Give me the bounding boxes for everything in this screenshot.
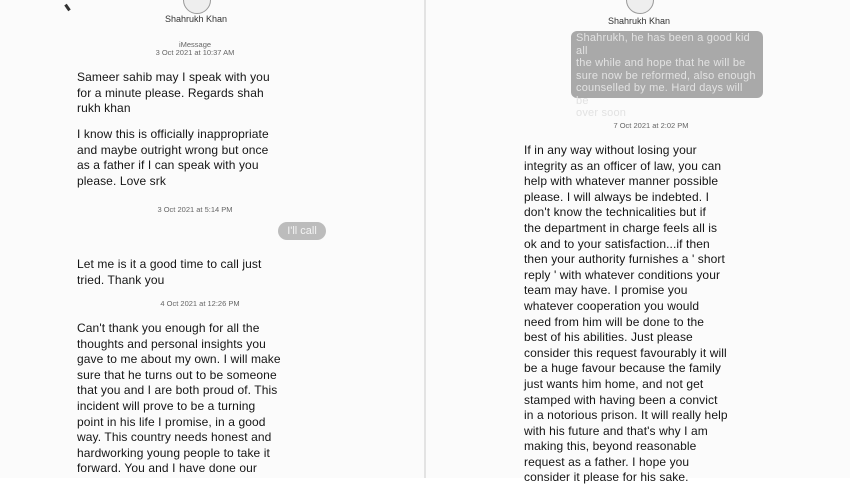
received-message: Can't thank you enough for all the thoughts and personal insights you gave to me about my own. I will make sure that he turns out to be someone that you and I are both proud of. This incident will prove to be a turning point in his life I promise, in a good way. This country needs honest and hardworking young people to take it forward. You and I have done our	[77, 321, 281, 476]
sent-message-bubble: I'll call	[278, 222, 326, 240]
right-screenshot-page	[426, 0, 850, 485]
sent-message-bubble: Shahrukh, he has been a good kid all the while and hope that he will be sure now be reformed, also enough counselled by me. Hard days will be over soon	[571, 31, 763, 98]
contact-avatar	[626, 0, 654, 14]
received-message: If in any way without losing your integrity as an officer of law, you can help with whatever manner possible please. I will always be indebted. I don't know the technicalities but if the department in charge feels all is ok and to your satisfaction...if then then your authority furnishes a ' short reply ' with whatever conditions your team may have. I promise you whatever cooperation you would need from him will be done to the best of his abilities. Just please consider this request favourably it will be a huge favour because the family just wants him home, and not get stamped with having been a convict in a notorious prison. It will really help with his future and that's why I am making this, beyond reasonable request as a father. I hope you consider it please for his sake.	[524, 143, 728, 485]
timestamp: 7 Oct 2021 at 2:02 PM	[613, 121, 689, 130]
received-message: I know this is officially inappropriate and maybe outright wrong but once as a father if I can speak with you please. Love srk	[77, 127, 269, 188]
left-screenshot-page	[0, 0, 425, 478]
received-message: Sameer sahib may I speak with you for a minute please. Regards shah rukh khan	[77, 70, 270, 116]
received-message: Let me is it a good time to call just tried. Thank you	[77, 257, 262, 287]
service-label: iMessage	[178, 40, 212, 49]
timestamp: 3 Oct 2021 at 10:37 AM	[155, 48, 235, 57]
corner-mark	[64, 4, 70, 11]
contact-avatar	[183, 0, 211, 14]
timestamp: 4 Oct 2021 at 12:26 PM	[160, 299, 240, 308]
timestamp: 3 Oct 2021 at 5:14 PM	[157, 205, 233, 214]
contact-name[interactable]: Shahrukh Khan	[607, 16, 671, 26]
contact-name[interactable]: Shahrukh Khan	[164, 14, 228, 24]
